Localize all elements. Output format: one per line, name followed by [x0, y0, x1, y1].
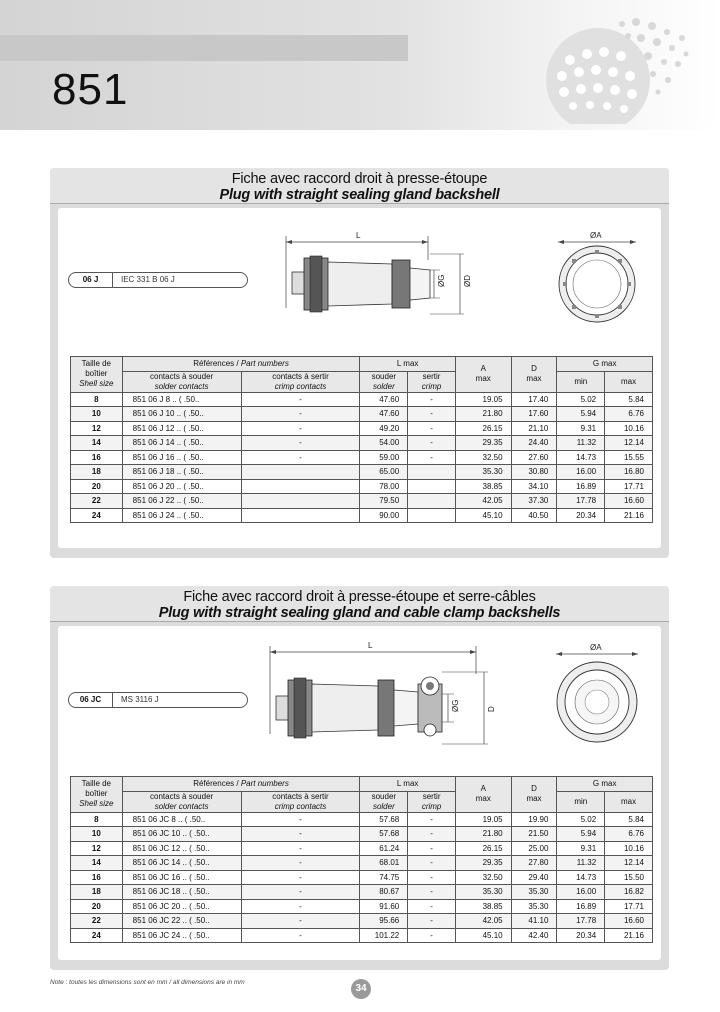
cell-shell-size: 24 — [71, 508, 123, 523]
cell-g-max: 15.50 — [605, 870, 653, 885]
section-cable-clamp-panel — [50, 586, 669, 970]
cell-a-max: 21.80 — [455, 827, 511, 842]
cell-shell-size: 18 — [71, 465, 123, 480]
cell-d-max: 17.60 — [511, 407, 557, 422]
cell-g-min: 11.32 — [557, 436, 605, 451]
cell-d-max: 34.10 — [511, 479, 557, 494]
th-references: Références / Part numbers — [122, 357, 360, 372]
cell-d-max: 30.80 — [511, 465, 557, 480]
reference-standard: IEC 331 B 06 J — [121, 275, 175, 284]
cell-lmax-crimp: - — [408, 392, 456, 407]
cell-lmax-solder: 90.00 — [360, 508, 408, 523]
cell-a-max: 38.85 — [455, 899, 511, 914]
cell-lmax-crimp: - — [408, 436, 456, 451]
cell-lmax-crimp: - — [408, 914, 456, 929]
cell-shell-size: 8 — [71, 392, 123, 407]
reference-code-box — [68, 272, 248, 288]
table-row — [71, 827, 653, 842]
reference-code: 06 J — [69, 273, 113, 287]
cell-lmax-solder: 57.68 — [360, 827, 408, 842]
cell-lmax-crimp: - — [408, 841, 456, 856]
cell-g-max: 6.76 — [605, 827, 653, 842]
th-lmax-crimp: sertir crimp — [408, 371, 456, 392]
cell-a-max: 45.10 — [455, 508, 511, 523]
page-number: 34 — [351, 979, 371, 999]
th-gmax: G max — [557, 777, 653, 792]
header-band — [0, 0, 720, 130]
cell-shell-size: 12 — [71, 421, 123, 436]
cell-solder-part-number: 851 06 J 10 .. ( .50.. — [122, 407, 241, 422]
cell-shell-size: 14 — [71, 856, 123, 871]
th-shell-size: Taille de boîtier Shell size — [71, 777, 123, 813]
cell-d-max: 40.50 — [511, 508, 557, 523]
cell-d-max: 29.40 — [511, 870, 557, 885]
table-row — [71, 479, 653, 494]
cell-crimp-part-number — [241, 494, 360, 509]
th-lmax: L max — [360, 777, 456, 792]
th-a: A max — [455, 777, 511, 813]
cell-a-max: 26.15 — [455, 421, 511, 436]
cell-crimp-part-number: - — [241, 450, 360, 465]
cell-lmax-crimp: - — [408, 450, 456, 465]
table-row — [71, 508, 653, 523]
cell-shell-size: 12 — [71, 841, 123, 856]
front-view-drawing — [544, 634, 654, 754]
cell-shell-size: 10 — [71, 407, 123, 422]
cell-crimp-part-number — [241, 479, 360, 494]
cell-g-max: 12.14 — [605, 436, 653, 451]
cell-lmax-crimp: - — [408, 856, 456, 871]
cell-d-max: 24.40 — [511, 436, 557, 451]
cell-a-max: 32.50 — [455, 870, 511, 885]
cell-solder-part-number: 851 06 J 8 .. ( .50.. — [122, 392, 241, 407]
cell-lmax-crimp: - — [408, 899, 456, 914]
table-row — [71, 812, 653, 827]
cell-solder-part-number: 851 06 J 12 .. ( .50.. — [122, 421, 241, 436]
side-view-drawing — [258, 634, 538, 754]
th-lmax: L max — [360, 357, 455, 372]
cell-crimp-part-number: - — [241, 407, 360, 422]
dot-logo-icon — [540, 14, 700, 124]
cell-solder-part-number: 851 06 J 24 .. ( .50.. — [122, 508, 241, 523]
cell-lmax-solder: 78.00 — [360, 479, 408, 494]
cell-a-max: 29.35 — [455, 856, 511, 871]
cell-crimp-part-number: - — [241, 928, 360, 943]
cell-a-max: 45.10 — [455, 928, 511, 943]
cell-g-max: 21.16 — [605, 928, 653, 943]
cell-g-max: 5.84 — [605, 392, 653, 407]
cell-lmax-solder: 101.22 — [360, 928, 408, 943]
reference-code: 06 JC — [69, 693, 113, 707]
cell-d-max: 27.80 — [511, 856, 557, 871]
th-d: D max — [511, 777, 557, 813]
cell-crimp-part-number: - — [241, 885, 360, 900]
cell-lmax-crimp: - — [408, 407, 456, 422]
cell-g-max: 6.76 — [605, 407, 653, 422]
table-row — [71, 494, 653, 509]
series-title: 851 — [52, 65, 129, 114]
cell-g-min: 17.78 — [557, 914, 605, 929]
cell-lmax-crimp: - — [408, 885, 456, 900]
reference-code-box — [68, 692, 248, 708]
cell-crimp-part-number — [241, 465, 360, 480]
cell-shell-size: 16 — [71, 870, 123, 885]
dim-label-g: ØG — [451, 699, 460, 712]
cell-crimp-part-number: - — [241, 914, 360, 929]
cell-shell-size: 18 — [71, 885, 123, 900]
cell-g-min: 11.32 — [557, 856, 605, 871]
cell-lmax-crimp: - — [408, 928, 456, 943]
cell-g-max: 17.71 — [605, 899, 653, 914]
cell-lmax-solder: 91.60 — [360, 899, 408, 914]
cell-a-max: 26.15 — [455, 841, 511, 856]
cell-g-max: 16.82 — [605, 885, 653, 900]
section-sealing-gland-panel — [50, 168, 669, 558]
cell-solder-part-number: 851 06 JC 16 .. ( .50.. — [122, 870, 241, 885]
th-crimp-contacts: contacts à sertir crimp contacts — [241, 371, 360, 392]
cell-g-max: 16.80 — [605, 465, 653, 480]
section-cable-clamp-header — [50, 586, 669, 622]
cell-d-max: 37.30 — [511, 494, 557, 509]
cell-lmax-crimp — [408, 494, 456, 509]
cell-lmax-crimp — [408, 508, 456, 523]
table-row — [71, 899, 653, 914]
cell-solder-part-number: 851 06 J 22 .. ( .50.. — [122, 494, 241, 509]
cell-solder-part-number: 851 06 JC 18 .. ( .50.. — [122, 885, 241, 900]
table-row — [71, 914, 653, 929]
th-solder-contacts: contacts à souder solder contacts — [122, 371, 241, 392]
th-lmax-crimp: sertir crimp — [408, 791, 456, 812]
cell-crimp-part-number: - — [241, 899, 360, 914]
cell-shell-size: 20 — [71, 899, 123, 914]
cell-shell-size: 22 — [71, 494, 123, 509]
table-row — [71, 421, 653, 436]
cell-crimp-part-number: - — [241, 827, 360, 842]
cell-g-min: 9.31 — [557, 421, 605, 436]
table-row — [71, 450, 653, 465]
reference-standard: MS 3116 J — [121, 695, 159, 704]
cell-crimp-part-number: - — [241, 841, 360, 856]
cell-lmax-solder: 47.60 — [360, 407, 408, 422]
cell-a-max: 19.05 — [455, 392, 511, 407]
cell-solder-part-number: 851 06 JC 24 .. ( .50.. — [122, 928, 241, 943]
cell-g-max: 16.60 — [605, 914, 653, 929]
cell-lmax-solder: 80.67 — [360, 885, 408, 900]
cell-d-max: 35.30 — [511, 899, 557, 914]
table-row — [71, 465, 653, 480]
dim-label-a: ØA — [590, 231, 602, 240]
cell-lmax-solder: 49.20 — [360, 421, 408, 436]
dim-label-d: D — [487, 706, 496, 712]
cell-g-max: 21.16 — [605, 508, 653, 523]
th-gmax: G max — [557, 357, 653, 372]
cell-lmax-crimp — [408, 479, 456, 494]
cell-g-max: 10.16 — [605, 841, 653, 856]
cell-g-min: 16.00 — [557, 465, 605, 480]
cell-lmax-crimp: - — [408, 812, 456, 827]
cell-g-min: 5.94 — [557, 407, 605, 422]
table-row — [71, 928, 653, 943]
cell-lmax-solder: 47.60 — [360, 392, 408, 407]
section-sealing-gland-body — [58, 208, 661, 548]
cell-lmax-crimp: - — [408, 870, 456, 885]
cell-solder-part-number: 851 06 JC 20 .. ( .50.. — [122, 899, 241, 914]
cell-g-max: 16.60 — [605, 494, 653, 509]
cell-lmax-solder: 79.50 — [360, 494, 408, 509]
cell-a-max: 35.30 — [455, 885, 511, 900]
cell-solder-part-number: 851 06 J 16 .. ( .50.. — [122, 450, 241, 465]
cell-g-min: 5.02 — [557, 812, 605, 827]
parts-table-1-body — [71, 392, 653, 523]
dim-label-a: ØA — [590, 643, 602, 652]
table-row — [71, 436, 653, 451]
cell-lmax-solder: 68.01 — [360, 856, 408, 871]
cell-d-max: 35.30 — [511, 885, 557, 900]
cell-d-max: 42.40 — [511, 928, 557, 943]
cell-lmax-crimp — [408, 465, 456, 480]
parts-table-2 — [70, 776, 653, 943]
th-gmaxcol: max — [605, 371, 653, 392]
cell-shell-size: 20 — [71, 479, 123, 494]
cell-d-max: 17.40 — [511, 392, 557, 407]
table-row — [71, 870, 653, 885]
cell-solder-part-number: 851 06 J 20 .. ( .50.. — [122, 479, 241, 494]
section-cable-clamp-body — [58, 626, 661, 960]
cell-g-max: 12.14 — [605, 856, 653, 871]
cell-a-max: 29.35 — [455, 436, 511, 451]
cell-g-min: 17.78 — [557, 494, 605, 509]
th-gmin: min — [557, 791, 605, 812]
dim-label-l: L — [356, 231, 361, 240]
th-lmax-solder: souder solder — [360, 791, 408, 812]
cell-crimp-part-number: - — [241, 812, 360, 827]
cell-g-min: 5.94 — [557, 827, 605, 842]
cell-shell-size: 22 — [71, 914, 123, 929]
cell-crimp-part-number: - — [241, 436, 360, 451]
parts-table-1 — [70, 356, 653, 523]
cell-solder-part-number: 851 06 JC 8 .. ( .50.. — [122, 812, 241, 827]
cell-a-max: 32.50 — [455, 450, 511, 465]
dim-label-g: ØG — [437, 274, 446, 287]
cell-a-max: 21.80 — [455, 407, 511, 422]
cell-g-min: 14.73 — [557, 870, 605, 885]
cell-lmax-solder: 74.75 — [360, 870, 408, 885]
th-lmax-solder: souder solder — [360, 371, 408, 392]
cell-solder-part-number: 851 06 JC 10 .. ( .50.. — [122, 827, 241, 842]
th-crimp-contacts: contacts à sertir crimp contacts — [241, 791, 360, 812]
cell-a-max: 42.05 — [455, 914, 511, 929]
section-title-en: Plug with straight sealing gland backshell — [219, 187, 500, 203]
cell-shell-size: 24 — [71, 928, 123, 943]
table-row — [71, 841, 653, 856]
cell-g-min: 16.89 — [557, 479, 605, 494]
cell-solder-part-number: 851 06 J 18 .. ( .50.. — [122, 465, 241, 480]
cell-d-max: 25.00 — [511, 841, 557, 856]
cell-a-max: 35.30 — [455, 465, 511, 480]
cell-shell-size: 10 — [71, 827, 123, 842]
cell-solder-part-number: 851 06 JC 12 .. ( .50.. — [122, 841, 241, 856]
cell-d-max: 19.90 — [511, 812, 557, 827]
cell-g-min: 14.73 — [557, 450, 605, 465]
section-title-en: Plug with straight sealing gland and cable clamp backshells — [158, 605, 561, 621]
cell-lmax-solder: 65.00 — [360, 465, 408, 480]
th-gmaxcol: max — [605, 791, 653, 812]
cell-a-max: 42.05 — [455, 494, 511, 509]
th-solder-contacts: contacts à souder solder contacts — [122, 791, 241, 812]
cell-g-min: 16.89 — [557, 899, 605, 914]
footnote: Note : toutes les dimensions sont en mm / all dimensions are in mm — [50, 979, 245, 986]
cell-g-max: 5.84 — [605, 812, 653, 827]
cell-lmax-solder: 61.24 — [360, 841, 408, 856]
th-shell-size: Taille de boîtier Shell size — [71, 357, 123, 393]
cell-lmax-solder: 54.00 — [360, 436, 408, 451]
cell-g-max: 15.55 — [605, 450, 653, 465]
section-sealing-gland-header — [50, 168, 669, 204]
cell-lmax-solder: 57.68 — [360, 812, 408, 827]
th-references: Références / Part numbers — [122, 777, 360, 792]
cell-d-max: 41.10 — [511, 914, 557, 929]
cell-lmax-solder: 95.66 — [360, 914, 408, 929]
header-stripe — [0, 35, 408, 61]
cell-a-max: 38.85 — [455, 479, 511, 494]
cell-d-max: 27.60 — [511, 450, 557, 465]
cell-g-max: 10.16 — [605, 421, 653, 436]
cell-lmax-solder: 59.00 — [360, 450, 408, 465]
cell-d-max: 21.50 — [511, 827, 557, 842]
cell-crimp-part-number: - — [241, 856, 360, 871]
cell-g-min: 5.02 — [557, 392, 605, 407]
cell-shell-size: 16 — [71, 450, 123, 465]
cell-lmax-crimp: - — [408, 421, 456, 436]
cell-crimp-part-number — [241, 508, 360, 523]
th-d: D max — [511, 357, 557, 393]
cell-lmax-crimp: - — [408, 827, 456, 842]
cell-solder-part-number: 851 06 JC 14 .. ( .50.. — [122, 856, 241, 871]
cell-crimp-part-number: - — [241, 392, 360, 407]
section-title-fr: Fiche avec raccord droit à presse-étoupe — [231, 171, 488, 187]
cell-shell-size: 14 — [71, 436, 123, 451]
th-gmin: min — [557, 371, 605, 392]
cell-d-max: 21.10 — [511, 421, 557, 436]
table-row — [71, 885, 653, 900]
cell-g-min: 9.31 — [557, 841, 605, 856]
cell-crimp-part-number: - — [241, 870, 360, 885]
cell-g-max: 17.71 — [605, 479, 653, 494]
cell-g-min: 16.00 — [557, 885, 605, 900]
cell-g-min: 20.34 — [557, 508, 605, 523]
table-row — [71, 407, 653, 422]
th-a: A max — [455, 357, 511, 393]
front-view-drawing — [544, 220, 654, 330]
cell-solder-part-number: 851 06 J 14 .. ( .50.. — [122, 436, 241, 451]
cell-solder-part-number: 851 06 JC 22 .. ( .50.. — [122, 914, 241, 929]
cell-crimp-part-number: - — [241, 421, 360, 436]
parts-table-2-body — [71, 812, 653, 943]
table-row — [71, 392, 653, 407]
table-row — [71, 856, 653, 871]
cell-a-max: 19.05 — [455, 812, 511, 827]
section-title-fr: Fiche avec raccord droit à presse-étoupe et serre-câbles — [183, 589, 536, 605]
cell-g-min: 20.34 — [557, 928, 605, 943]
dim-label-l: L — [368, 641, 373, 650]
dim-label-d: ØD — [463, 275, 472, 287]
cell-shell-size: 8 — [71, 812, 123, 827]
side-view-drawing — [258, 220, 528, 330]
